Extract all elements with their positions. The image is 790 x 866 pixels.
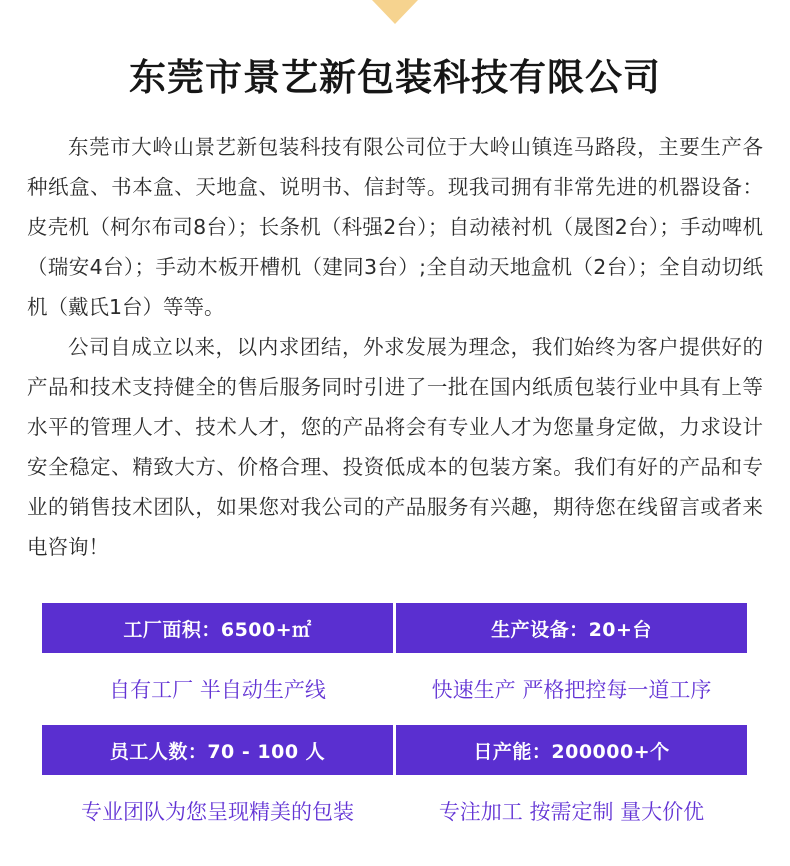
top-triangle-marker <box>372 0 418 24</box>
intro-text <box>27 127 763 567</box>
stat-factory-area: 工厂面积：6500+㎡ <box>42 603 393 653</box>
caption-equipment: 快速生产 严格把控每一道工序 <box>431 678 712 702</box>
page-title: 东莞市景艺新包装科技有限公司 <box>129 56 661 99</box>
stat-staff-count: 员工人数：70 - 100 人 <box>42 725 393 775</box>
stat-equipment: 生产设备：20+台 <box>396 603 747 653</box>
caption-daily-capacity: 专注加工 按需定制 量大价优 <box>438 800 705 824</box>
intro-paragraph-1: 东莞市大岭山景艺新包装科技有限公司位于大岭山镇连马路段，主要生产各种纸盒、书本盒、天地盒、说明书、信封等。现我司拥有非常先进的机器设备：皮壳机（柯尔布司8台）；长条机（科强2台）；自动裱衬机（晟图2台）；手动啤机（瑞安4台）；手动木板开槽机（建同3台）;全自动天地盒机（2台）；全自动切纸机（戴氏1台）等等。 <box>27 135 763 319</box>
stat-daily-capacity: 日产能：200000+个 <box>396 725 747 775</box>
caption-factory-area: 自有工厂 半自动生产线 <box>109 678 326 702</box>
intro-paragraph-2: 公司自成立以来，以内求团结，外求发展为理念，我们始终为客户提供好的产品和技术支持健全的售后服务同时引进了一批在国内纸质包装行业中具有上等水平的管理人才、技术人才，您的产品将会有专业人才为您量身定做，力求设计安全稳定、精致大方、价格合理、投资低成本的包装方案。我们有好的产品和专业的销售技术团队，如果您对我公司的产品服务有兴趣，期待您在线留言或者来电咨询！ <box>27 335 763 559</box>
caption-staff-count: 专业团队为您呈现精美的包装 <box>81 800 354 824</box>
